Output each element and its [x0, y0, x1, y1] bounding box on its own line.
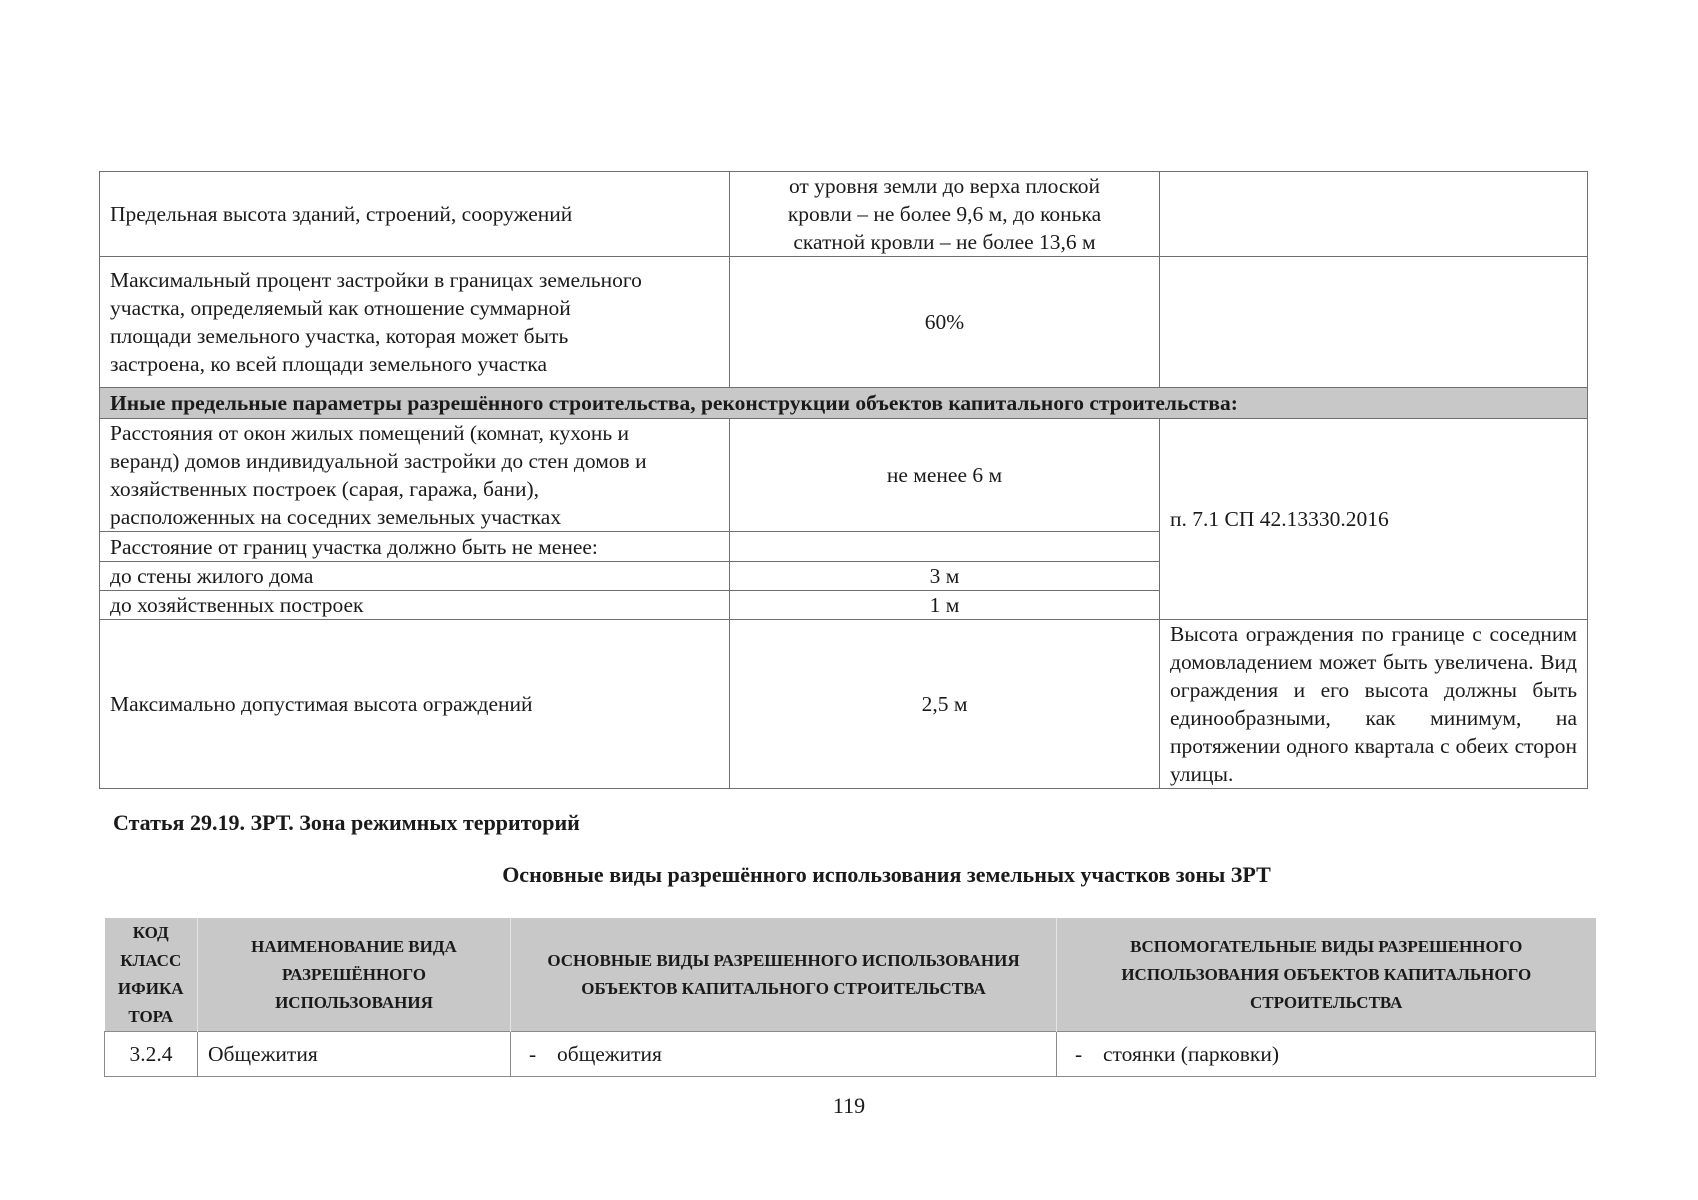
- header-name: НАИМЕНОВАНИЕ ВИДА РАЗРЕШЁННОГО ИСПОЛЬЗОВАНИЯ: [198, 918, 511, 1032]
- section-header-row: [100, 388, 1588, 419]
- value-cell: [730, 172, 1160, 257]
- parameter-line: расположенных на соседних земельных участках: [110, 505, 562, 529]
- parameter-cell: до хозяйственных построек: [100, 591, 730, 620]
- value-cell: 1 м: [730, 591, 1160, 620]
- table-header-row: [105, 918, 1596, 1032]
- parameter-line: Максимальный процент застройки в границах земельного: [110, 268, 642, 292]
- table-subtitle: Основные виды разрешённого использования земельных участков зоны ЗРТ: [502, 862, 1271, 887]
- parameter-line: застроена, ко всей площади земельного участка: [110, 352, 548, 376]
- value-line: кровли – не более 9,6 м, до конька: [787, 202, 1102, 226]
- table-row: [105, 1032, 1596, 1077]
- header-code-line: ТОРА: [128, 1006, 174, 1026]
- value-cell: [730, 532, 1160, 562]
- parameter-line: участка, определяемый как отношение суммарной: [110, 296, 571, 320]
- note-cell: [1160, 172, 1588, 257]
- page-number: 119: [832, 1093, 866, 1118]
- header-code-line: КОД: [132, 922, 169, 942]
- value-cell: 3 м: [730, 562, 1160, 591]
- section-header: Иные предельные параметры разрешённого строительства, реконструкции объектов капитального строительства:: [100, 388, 1588, 419]
- main-use-text: общежития: [557, 1041, 662, 1066]
- merged-note-cell: п. 7.1 СП 42.13330.2016: [1160, 419, 1588, 620]
- list-dash: -: [1075, 1041, 1083, 1066]
- value-line: от уровня земли до верха плоской: [788, 174, 1101, 198]
- permitted-uses-table: [104, 918, 1596, 1077]
- main-use-cell: [511, 1032, 1057, 1077]
- parameter-cell: [100, 257, 730, 388]
- parameter-cell: [100, 419, 730, 532]
- parameter-line: площади земельного участка, которая может быть: [110, 324, 569, 348]
- note-cell: Высота ограждения по границе с соседним домовладением может быть увеличена. Вид ограждения и его высота должны быть единообразными, как минимум, на протяжении одного квартала с обеих сторон улицы.: [1160, 620, 1588, 789]
- header-main-uses: ОСНОВНЫЕ ВИДЫ РАЗРЕШЕННОГО ИСПОЛЬЗОВАНИЯ ОБЪЕКТОВ КАПИТАЛЬНОГО СТРОИТЕЛЬСТВА: [511, 918, 1057, 1032]
- name-cell: Общежития: [198, 1032, 511, 1077]
- value-cell: 2,5 м: [730, 620, 1160, 789]
- parameter-line: хозяйственных построек (сарая, гаража, бани),: [110, 477, 540, 501]
- aux-use-cell: [1057, 1032, 1596, 1077]
- parameter-cell: Предельная высота зданий, строений, сооружений: [100, 172, 730, 257]
- parameter-cell: до стены жилого дома: [100, 562, 730, 591]
- parameter-line: Расстояния от окон жилых помещений (комнат, кухонь и: [110, 421, 630, 445]
- header-code: [105, 918, 198, 1032]
- article-title: Статья 29.19. ЗРТ. Зона режимных территорий: [113, 810, 580, 835]
- header-code-line: КЛАСС: [120, 950, 182, 970]
- parameter-cell: Максимально допустимая высота ограждений: [100, 620, 730, 789]
- parameter-cell: Расстояние от границ участка должно быть не менее:: [100, 532, 730, 562]
- table-row: [100, 419, 1588, 532]
- table-row: [100, 257, 1588, 388]
- value-cell: не менее 6 м: [730, 419, 1160, 532]
- code-cell: 3.2.4: [105, 1032, 198, 1077]
- parameter-line: веранд) домов индивидуальной застройки до стен домов и: [110, 449, 647, 473]
- value-cell: 60%: [730, 257, 1160, 388]
- table-row: [100, 620, 1588, 789]
- list-dash: -: [529, 1041, 537, 1066]
- table-row: [100, 172, 1588, 257]
- header-code-line: ИФИКА: [117, 978, 184, 998]
- header-aux-uses: ВСПОМОГАТЕЛЬНЫЕ ВИДЫ РАЗРЕШЕННОГО ИСПОЛЬЗОВАНИЯ ОБЪЕКТОВ КАПИТАЛЬНОГО СТРОИТЕЛЬСТВА: [1057, 918, 1596, 1032]
- zoning-parameters-table: [99, 171, 1588, 789]
- aux-use-text: стоянки (парковки): [1103, 1041, 1280, 1066]
- value-line: скатной кровли – не более 13,6 м: [793, 230, 1096, 254]
- note-cell: [1160, 257, 1588, 388]
